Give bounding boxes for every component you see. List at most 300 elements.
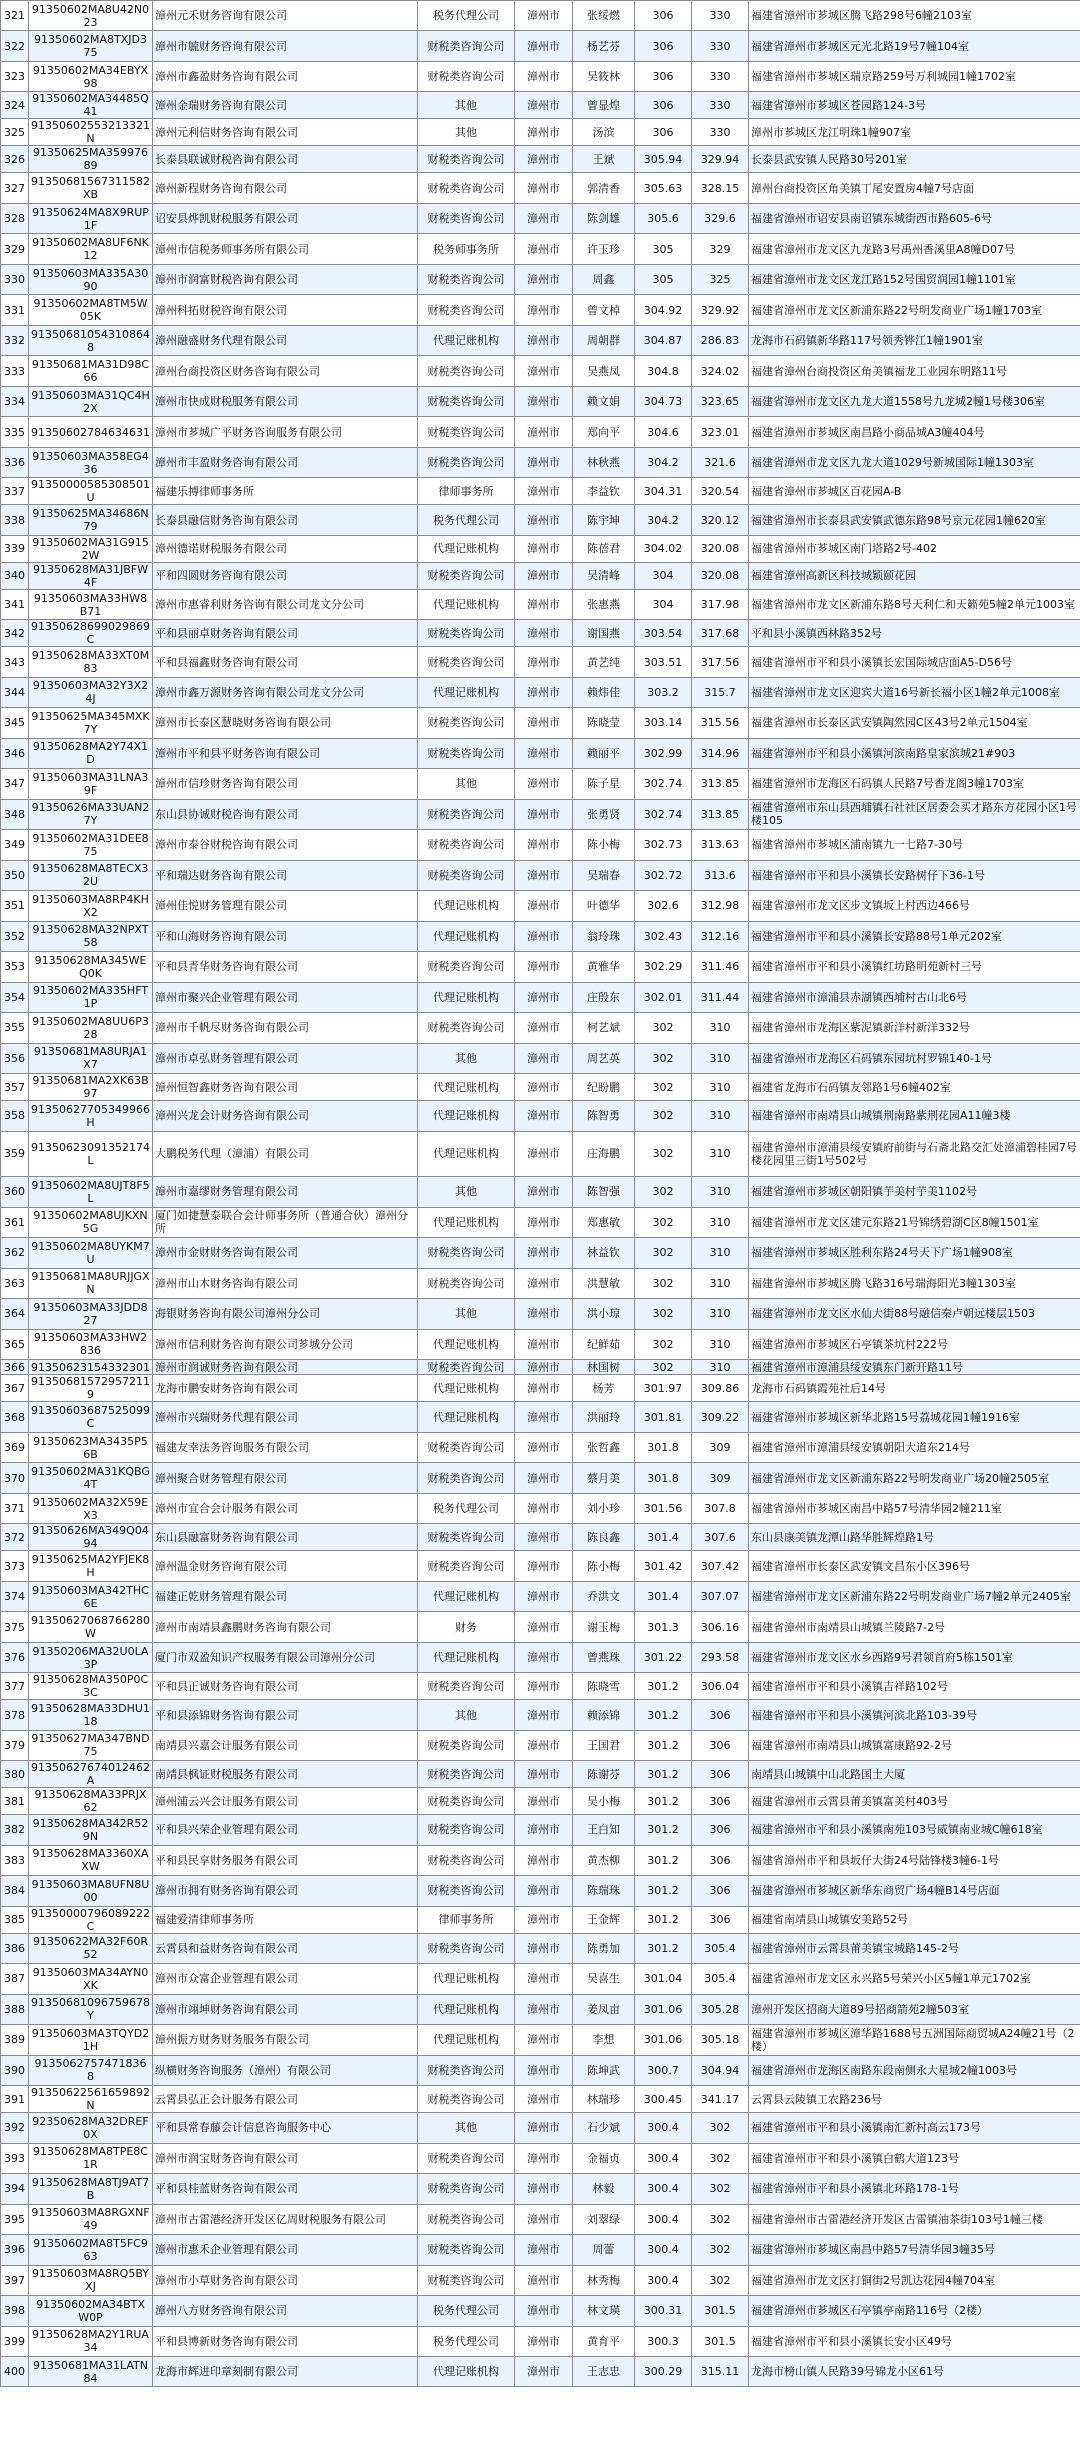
cell-contact-person: 陈良鑫 <box>573 1524 635 1551</box>
cell-row-number: 347 <box>1 769 29 799</box>
cell-score-1: 306 <box>635 1 692 31</box>
cell-city: 漳州市 <box>515 146 573 173</box>
cell-company-type: 代理记账机构 <box>418 982 515 1012</box>
cell-score-2: 306 <box>692 1700 749 1730</box>
table-row <box>1 1700 1080 1730</box>
cell-score-1: 300.4 <box>635 2143 692 2173</box>
cell-score-1: 305 <box>635 234 692 264</box>
cell-score-1: 306 <box>635 92 692 119</box>
cell-score-2: 330 <box>692 61 749 91</box>
cell-company-type: 税务代理公司 <box>418 1493 515 1523</box>
cell-score-2: 313.63 <box>692 830 749 860</box>
cell-city: 漳州市 <box>515 769 573 799</box>
table-row <box>1 386 1080 416</box>
cell-address: 福建省南靖县山城镇安美路52号 <box>749 1906 1080 1933</box>
cell-score-1: 302 <box>635 1101 692 1131</box>
cell-address: 福建省漳州市平和县小溪镇长安小区49号 <box>749 2326 1080 2356</box>
cell-row-number: 363 <box>1 1268 29 1298</box>
cell-company-type: 财税类咨询公司 <box>418 1551 515 1581</box>
cell-contact-person: 洪慧敏 <box>573 1268 635 1298</box>
cell-company-name: 漳州八方财务咨询有限公司 <box>153 2296 418 2326</box>
cell-company-name: 漳州市小草财务咨询有限公司 <box>153 2265 418 2295</box>
cell-score-1: 304.87 <box>635 325 692 355</box>
cell-credit-code: 91350602784634631 <box>29 417 153 447</box>
cell-score-1: 302.72 <box>635 860 692 890</box>
cell-row-number: 349 <box>1 830 29 860</box>
table-row <box>1 1101 1080 1131</box>
table-row <box>1 1207 1080 1237</box>
cell-city: 漳州市 <box>515 677 573 707</box>
cell-contact-person: 纪鲜茹 <box>573 1329 635 1359</box>
cell-address: 福建省漳州市芗城区南门塔路2号-402 <box>749 535 1080 562</box>
cell-score-1: 306 <box>635 119 692 146</box>
cell-address: 福建省漳州市平和县小溪镇长安路树仔下36-1号 <box>749 860 1080 890</box>
cell-company-name: 海银财务咨询有限公司漳州分公司 <box>153 1299 418 1329</box>
cell-row-number: 356 <box>1 1043 29 1073</box>
cell-city: 漳州市 <box>515 2204 573 2234</box>
cell-credit-code: 91350602MA31DEE875 <box>29 830 153 860</box>
cell-row-number: 328 <box>1 203 29 233</box>
cell-company-type: 财税类咨询公司 <box>418 738 515 768</box>
cell-score-2: 302 <box>692 2265 749 2295</box>
cell-city: 漳州市 <box>515 2086 573 2113</box>
cell-score-2: 321.6 <box>692 447 749 477</box>
cell-company-type: 财税类咨询公司 <box>418 146 515 173</box>
cell-row-number: 362 <box>1 1238 29 1268</box>
cell-company-name: 纵横财务咨询服务（漳州）有限公司 <box>153 2055 418 2085</box>
cell-row-number: 400 <box>1 2356 29 2386</box>
cell-row-number: 379 <box>1 1730 29 1760</box>
cell-company-type: 财税类咨询公司 <box>418 1238 515 1268</box>
cell-contact-person: 洪小琼 <box>573 1299 635 1329</box>
cell-score-2: 310 <box>692 1101 749 1131</box>
cell-credit-code: 91350628MA350P0C3C <box>29 1673 153 1700</box>
cell-score-2: 310 <box>692 1329 749 1359</box>
table-row <box>1 1131 1080 1177</box>
cell-contact-person: 石少斌 <box>573 2113 635 2143</box>
cell-company-type: 代理记账机构 <box>418 1402 515 1432</box>
cell-credit-code: 91350628MA33PRJX62 <box>29 1788 153 1815</box>
cell-company-name: 漳州科拓财税咨询有限公司 <box>153 295 418 325</box>
cell-company-type: 代理记账机构 <box>418 1101 515 1131</box>
cell-credit-code: 91350681096759678Y <box>29 1994 153 2024</box>
table-row <box>1 1432 1080 1462</box>
cell-company-name: 龙海市鹏安财务咨询有限公司 <box>153 1375 418 1402</box>
cell-credit-code: 91350603MA8RP4KHX2 <box>29 891 153 921</box>
cell-row-number: 377 <box>1 1673 29 1700</box>
cell-company-name: 漳州市润富财税咨询有限公司 <box>153 264 418 294</box>
cell-row-number: 376 <box>1 1642 29 1672</box>
cell-company-type: 财税类咨询公司 <box>418 860 515 890</box>
table-row <box>1 1524 1080 1551</box>
cell-score-2: 314.96 <box>692 738 749 768</box>
cell-company-name: 漳州市南靖县鑫鹏财务咨询有限公司 <box>153 1612 418 1642</box>
cell-contact-person: 吴燕凤 <box>573 356 635 386</box>
cell-contact-person: 洪丽玲 <box>573 1402 635 1432</box>
cell-city: 漳州市 <box>515 1329 573 1359</box>
cell-company-name: 漳州市润宝财务咨询有限公司 <box>153 2143 418 2173</box>
cell-row-number: 378 <box>1 1700 29 1730</box>
cell-city: 漳州市 <box>515 1131 573 1177</box>
cell-row-number: 370 <box>1 1463 29 1493</box>
cell-score-1: 301.06 <box>635 2025 692 2055</box>
cell-row-number: 367 <box>1 1375 29 1402</box>
cell-city: 漳州市 <box>515 505 573 535</box>
cell-score-1: 303.14 <box>635 708 692 738</box>
cell-company-type: 税务代理公司 <box>418 2296 515 2326</box>
table-row <box>1 2356 1080 2386</box>
cell-contact-person: 黄雅华 <box>573 952 635 982</box>
cell-score-2: 304.94 <box>692 2055 749 2085</box>
cell-company-name: 龙海市辉进印章刻制有限公司 <box>153 2356 418 2386</box>
cell-city: 漳州市 <box>515 1207 573 1237</box>
cell-row-number: 366 <box>1 1360 29 1375</box>
cell-company-name: 福建爱清律师事务所 <box>153 1906 418 1933</box>
cell-row-number: 357 <box>1 1074 29 1101</box>
cell-score-1: 303.54 <box>635 620 692 647</box>
cell-credit-code: 91350628MA345WEQ0K <box>29 952 153 982</box>
cell-address: 龙海市石码镇新华路117号领秀铧江1幢1901室 <box>749 325 1080 355</box>
cell-address: 福建省漳州市龙文区九龙大道1029号新城国际1幢1303室 <box>749 447 1080 477</box>
cell-row-number: 325 <box>1 119 29 146</box>
cell-score-1: 302 <box>635 1360 692 1375</box>
table-body <box>1 1 1080 2387</box>
cell-city: 漳州市 <box>515 1964 573 1994</box>
cell-row-number: 333 <box>1 356 29 386</box>
cell-company-type: 代理记账机构 <box>418 1375 515 1402</box>
cell-city: 漳州市 <box>515 1493 573 1523</box>
cell-contact-person: 林益钦 <box>573 1238 635 1268</box>
cell-score-1: 301.04 <box>635 1964 692 1994</box>
cell-address: 福建省漳州市芗城区石亭镇亭南路116号（2楼） <box>749 2296 1080 2326</box>
cell-contact-person: 林毅 <box>573 2174 635 2204</box>
table-row <box>1 234 1080 264</box>
cell-score-1: 302 <box>635 1131 692 1177</box>
cell-company-type: 其他 <box>418 1700 515 1730</box>
cell-credit-code: 91350625MA2YFJEK8H <box>29 1551 153 1581</box>
cell-score-2: 306 <box>692 1761 749 1788</box>
cell-city: 漳州市 <box>515 1581 573 1611</box>
cell-row-number: 331 <box>1 295 29 325</box>
cell-city: 漳州市 <box>515 2113 573 2143</box>
cell-company-type: 其他 <box>418 1299 515 1329</box>
cell-company-name: 平和县青华财务咨询有限公司 <box>153 952 418 982</box>
cell-contact-person: 周鑫 <box>573 264 635 294</box>
cell-company-name: 漳州温金财务咨询有限公司 <box>153 1551 418 1581</box>
cell-city: 漳州市 <box>515 2296 573 2326</box>
cell-credit-code: 91350625MA34686N79 <box>29 505 153 535</box>
table-row <box>1 1402 1080 1432</box>
cell-contact-person: 赖炜佳 <box>573 677 635 707</box>
cell-row-number: 354 <box>1 982 29 1012</box>
cell-address: 云霄县云陵镇工农路236号 <box>749 2086 1080 2113</box>
cell-address: 福建省漳州市龙文区龙江路152号国贸润园1幢1101室 <box>749 264 1080 294</box>
cell-contact-person: 刘翠绿 <box>573 2204 635 2234</box>
cell-score-1: 305.94 <box>635 146 692 173</box>
table-row <box>1 830 1080 860</box>
cell-score-2: 330 <box>692 119 749 146</box>
table-row <box>1 2086 1080 2113</box>
cell-score-2: 317.68 <box>692 620 749 647</box>
cell-company-name: 漳州新程财务咨询有限公司 <box>153 173 418 203</box>
cell-address: 福建省漳州市龙文区建元东路21号锦绣碧湖C区8幢1501室 <box>749 1207 1080 1237</box>
cell-contact-person: 吴小梅 <box>573 1788 635 1815</box>
cell-address: 福建省漳州市云霄县莆美镇宝城路145-2号 <box>749 1933 1080 1963</box>
table-row <box>1 860 1080 890</box>
cell-address: 福建省漳州市龙海区石码镇东园坑村罗锦140-1号 <box>749 1043 1080 1073</box>
cell-score-1: 306 <box>635 31 692 61</box>
cell-score-2: 306 <box>692 1906 749 1933</box>
cell-score-1: 302.74 <box>635 769 692 799</box>
cell-score-2: 293.58 <box>692 1642 749 1672</box>
cell-address: 龙海市石码镇霞苑社后14号 <box>749 1375 1080 1402</box>
cell-score-1: 305 <box>635 264 692 294</box>
cell-city: 漳州市 <box>515 1177 573 1207</box>
cell-score-2: 302 <box>692 2204 749 2234</box>
cell-city: 漳州市 <box>515 1268 573 1298</box>
cell-row-number: 341 <box>1 589 29 619</box>
cell-contact-person: 郑惠敏 <box>573 1207 635 1237</box>
cell-address: 平和县小溪镇西林路352号 <box>749 620 1080 647</box>
cell-score-2: 307.8 <box>692 1493 749 1523</box>
table-row <box>1 589 1080 619</box>
cell-city: 漳州市 <box>515 589 573 619</box>
cell-credit-code: 91350603MA31LNA39F <box>29 769 153 799</box>
cell-city: 漳州市 <box>515 1 573 31</box>
table-row <box>1 1329 1080 1359</box>
cell-credit-code: 91350628MA8TJ9AT7B <box>29 2174 153 2204</box>
cell-score-2: 313.85 <box>692 769 749 799</box>
cell-company-type: 其他 <box>418 769 515 799</box>
cell-city: 漳州市 <box>515 1432 573 1462</box>
cell-address: 龙海市榜山镇人民路39号锦龙小区61号 <box>749 2356 1080 2386</box>
table-row <box>1 1463 1080 1493</box>
cell-score-1: 301.2 <box>635 1815 692 1845</box>
cell-city: 漳州市 <box>515 738 573 768</box>
cell-company-name: 漳州市古雷港经济开发区亿周财税服务有限公司 <box>153 2204 418 2234</box>
cell-company-name: 大鹏税务代理（漳浦）有限公司 <box>153 1131 418 1177</box>
cell-city: 漳州市 <box>515 1551 573 1581</box>
cell-company-name: 平和县正诚财务咨询有限公司 <box>153 1673 418 1700</box>
cell-credit-code: 91350628MA342R529N <box>29 1815 153 1845</box>
cell-address: 福建省漳州市龙文区九龙大道1558号九龙城2幢1号楼306室 <box>749 386 1080 416</box>
cell-address: 福建省漳州市龙海区紫泥镇新洋村新洋332号 <box>749 1013 1080 1043</box>
table-row <box>1 146 1080 173</box>
cell-score-2: 324.02 <box>692 356 749 386</box>
cell-credit-code: 91350602MA8T5FC963 <box>29 2235 153 2265</box>
cell-score-2: 313.85 <box>692 799 749 829</box>
table-row <box>1 1268 1080 1298</box>
cell-row-number: 387 <box>1 1964 29 1994</box>
cell-score-1: 302 <box>635 1074 692 1101</box>
cell-score-2: 323.01 <box>692 417 749 447</box>
cell-score-1: 302.6 <box>635 891 692 921</box>
cell-contact-person: 郭清香 <box>573 173 635 203</box>
cell-company-type: 财税类咨询公司 <box>418 173 515 203</box>
cell-company-type: 财税类咨询公司 <box>418 708 515 738</box>
cell-address: 福建省漳州市平和县小溪镇河滨南路皇家滨城21#903 <box>749 738 1080 768</box>
cell-company-name: 漳州市信税务师事务所有限公司 <box>153 234 418 264</box>
cell-credit-code: 91350681MA8URJJGXN <box>29 1268 153 1298</box>
cell-credit-code: 91350602MA8UU6P328 <box>29 1013 153 1043</box>
cell-company-type: 财税类咨询公司 <box>418 2204 515 2234</box>
cell-credit-code: 91350628MA33XT0M83 <box>29 647 153 677</box>
cell-credit-code: 91350628MA33DHU118 <box>29 1700 153 1730</box>
cell-address: 福建省漳州市诏安县南诏镇东城街西市路605-6号 <box>749 203 1080 233</box>
cell-row-number: 340 <box>1 562 29 589</box>
cell-contact-person: 赖文娟 <box>573 386 635 416</box>
cell-city: 漳州市 <box>515 2265 573 2295</box>
cell-credit-code: 91350603MA32Y3X24J <box>29 677 153 707</box>
cell-credit-code: 91350603687525099C <box>29 1402 153 1432</box>
cell-credit-code: 91350625MA345MXK7Y <box>29 708 153 738</box>
cell-credit-code: 91350603MA358EG436 <box>29 447 153 477</box>
cell-company-name: 平和县兴荣企业管理有限公司 <box>153 1815 418 1845</box>
cell-score-2: 312.16 <box>692 921 749 951</box>
cell-city: 漳州市 <box>515 647 573 677</box>
cell-city: 漳州市 <box>515 1876 573 1906</box>
cell-row-number: 330 <box>1 264 29 294</box>
cell-contact-person: 陈瑞珠 <box>573 1876 635 1906</box>
cell-address: 福建省漳州市龙文区新浦东路22号明发商业广场20幢2505室 <box>749 1463 1080 1493</box>
cell-city: 漳州市 <box>515 2055 573 2085</box>
cell-address: 福建省漳州市平和县小溪镇白鹤大道123号 <box>749 2143 1080 2173</box>
cell-company-type: 财税类咨询公司 <box>418 1788 515 1815</box>
cell-credit-code: 91350602MA34BTXW0P <box>29 2296 153 2326</box>
cell-row-number: 394 <box>1 2174 29 2204</box>
cell-company-name: 厦门如捷慧泰联合会计师事务所（普通合伙）漳州分所 <box>153 1207 418 1237</box>
cell-score-1: 303.51 <box>635 647 692 677</box>
cell-address: 福建省漳州市龙文区水仙大街88号融信秦卢朝远楼层1503 <box>749 1299 1080 1329</box>
cell-score-1: 301.4 <box>635 1524 692 1551</box>
cell-row-number: 329 <box>1 234 29 264</box>
cell-score-2: 306 <box>692 1815 749 1845</box>
table-row <box>1 1 1080 31</box>
cell-company-name: 福建友幸法务咨询服务有限公司 <box>153 1432 418 1462</box>
cell-score-1: 304.2 <box>635 447 692 477</box>
cell-row-number: 392 <box>1 2113 29 2143</box>
cell-score-2: 317.98 <box>692 589 749 619</box>
cell-score-1: 301.2 <box>635 1933 692 1963</box>
cell-company-type: 其他 <box>418 92 515 119</box>
cell-row-number: 350 <box>1 860 29 890</box>
cell-company-name: 平和县博新财务咨询有限公司 <box>153 2326 418 2356</box>
cell-credit-code: 91350681MA2XK63B97 <box>29 1074 153 1101</box>
cell-row-number: 346 <box>1 738 29 768</box>
cell-address: 福建省漳州市平和县小溪镇红坊路明苑新村三号 <box>749 952 1080 982</box>
table-row <box>1 738 1080 768</box>
cell-company-name: 平和瑞达财务咨询有限公司 <box>153 860 418 890</box>
cell-company-type: 财税类咨询公司 <box>418 1845 515 1875</box>
cell-address: 福建省漳州市南靖县山城镇富康路92-2号 <box>749 1730 1080 1760</box>
cell-company-name: 漳州市丰盈财务咨询有限公司 <box>153 447 418 477</box>
table-row <box>1 1876 1080 1906</box>
cell-score-1: 302 <box>635 1013 692 1043</box>
cell-score-1: 301.2 <box>635 1906 692 1933</box>
cell-credit-code: 91350603MA34AYN0XK <box>29 1964 153 1994</box>
cell-city: 漳州市 <box>515 1673 573 1700</box>
cell-address: 东山县康美镇龙潭山路华胜辉煌路1号 <box>749 1524 1080 1551</box>
table-row <box>1 891 1080 921</box>
cell-credit-code: 91350602MA8TXJD375 <box>29 31 153 61</box>
cell-credit-code: 91350622MA32F60R52 <box>29 1933 153 1963</box>
cell-row-number: 336 <box>1 447 29 477</box>
cell-company-type: 财税类咨询公司 <box>418 31 515 61</box>
cell-city: 漳州市 <box>515 799 573 829</box>
cell-company-name: 漳州元利信财务咨询有限公司 <box>153 119 418 146</box>
cell-row-number: 324 <box>1 92 29 119</box>
cell-company-type: 财税类咨询公司 <box>418 61 515 91</box>
cell-company-type: 财税类咨询公司 <box>418 1815 515 1845</box>
cell-score-1: 306 <box>635 61 692 91</box>
cell-score-1: 300.3 <box>635 2326 692 2356</box>
cell-credit-code: 91350628699029869C <box>29 620 153 647</box>
cell-score-2: 315.11 <box>692 2356 749 2386</box>
cell-score-2: 309 <box>692 1463 749 1493</box>
cell-score-2: 310 <box>692 1360 749 1375</box>
cell-credit-code: 91350603MA8UFN8U00 <box>29 1876 153 1906</box>
cell-city: 漳州市 <box>515 1524 573 1551</box>
cell-company-type: 税务代理公司 <box>418 1 515 31</box>
cell-company-name: 漳州台商投资区财务咨询有限公司 <box>153 356 418 386</box>
cell-row-number: 396 <box>1 2235 29 2265</box>
table-row <box>1 505 1080 535</box>
cell-address: 福建省漳州市芗城区石亭镇茶坑村222号 <box>749 1329 1080 1359</box>
cell-company-name: 东山县融富财务咨询有限公司 <box>153 1524 418 1551</box>
cell-score-2: 310 <box>692 1074 749 1101</box>
table-row <box>1 921 1080 951</box>
cell-row-number: 351 <box>1 891 29 921</box>
cell-contact-person: 周蕾 <box>573 2235 635 2265</box>
cell-address: 福建省漳州高新区科技城颖颐花园 <box>749 562 1080 589</box>
cell-address: 福建省漳州市平和县小溪镇南汇新村高云173号 <box>749 2113 1080 2143</box>
cell-contact-person: 陈勇加 <box>573 1933 635 1963</box>
cell-company-type: 财税类咨询公司 <box>418 2143 515 2173</box>
cell-address: 福建省漳州台商投资区角美镇福龙工业园东明路11号 <box>749 356 1080 386</box>
cell-credit-code: 91350603MA342THC6E <box>29 1581 153 1611</box>
cell-company-type: 财税类咨询公司 <box>418 2265 515 2295</box>
cell-score-2: 328.15 <box>692 173 749 203</box>
cell-score-1: 301.06 <box>635 1994 692 2024</box>
cell-row-number: 361 <box>1 1207 29 1237</box>
cell-city: 漳州市 <box>515 1463 573 1493</box>
cell-score-2: 307.42 <box>692 1551 749 1581</box>
cell-address: 福建省漳州市平和县小溪镇吉祥路102号 <box>749 1673 1080 1700</box>
cell-contact-person: 乔洪文 <box>573 1581 635 1611</box>
cell-company-name: 东山县协诚财税咨询有限公司 <box>153 799 418 829</box>
cell-score-1: 302 <box>635 1177 692 1207</box>
cell-score-1: 301.2 <box>635 1730 692 1760</box>
table-row <box>1 562 1080 589</box>
cell-row-number: 373 <box>1 1551 29 1581</box>
cell-score-2: 329.94 <box>692 146 749 173</box>
cell-contact-person: 陈剑雄 <box>573 203 635 233</box>
cell-contact-person: 张绥燃 <box>573 1 635 31</box>
cell-score-1: 303.2 <box>635 677 692 707</box>
cell-score-2: 302 <box>692 2113 749 2143</box>
cell-company-name: 漳州市毓财务咨询有限公司 <box>153 31 418 61</box>
cell-credit-code: 91350681572957211 9 <box>29 1375 153 1402</box>
cell-score-2: 305.4 <box>692 1964 749 1994</box>
cell-company-name: 漳州聚合财务管理有限公司 <box>153 1463 418 1493</box>
table-row <box>1 1642 1080 1672</box>
cell-credit-code: 91350627705349966H <box>29 1101 153 1131</box>
cell-score-1: 301.2 <box>635 1876 692 1906</box>
table-row <box>1 620 1080 647</box>
cell-company-type: 代理记账机构 <box>418 1964 515 1994</box>
cell-score-2: 309 <box>692 1432 749 1462</box>
cell-company-type: 财税类咨询公司 <box>418 1761 515 1788</box>
